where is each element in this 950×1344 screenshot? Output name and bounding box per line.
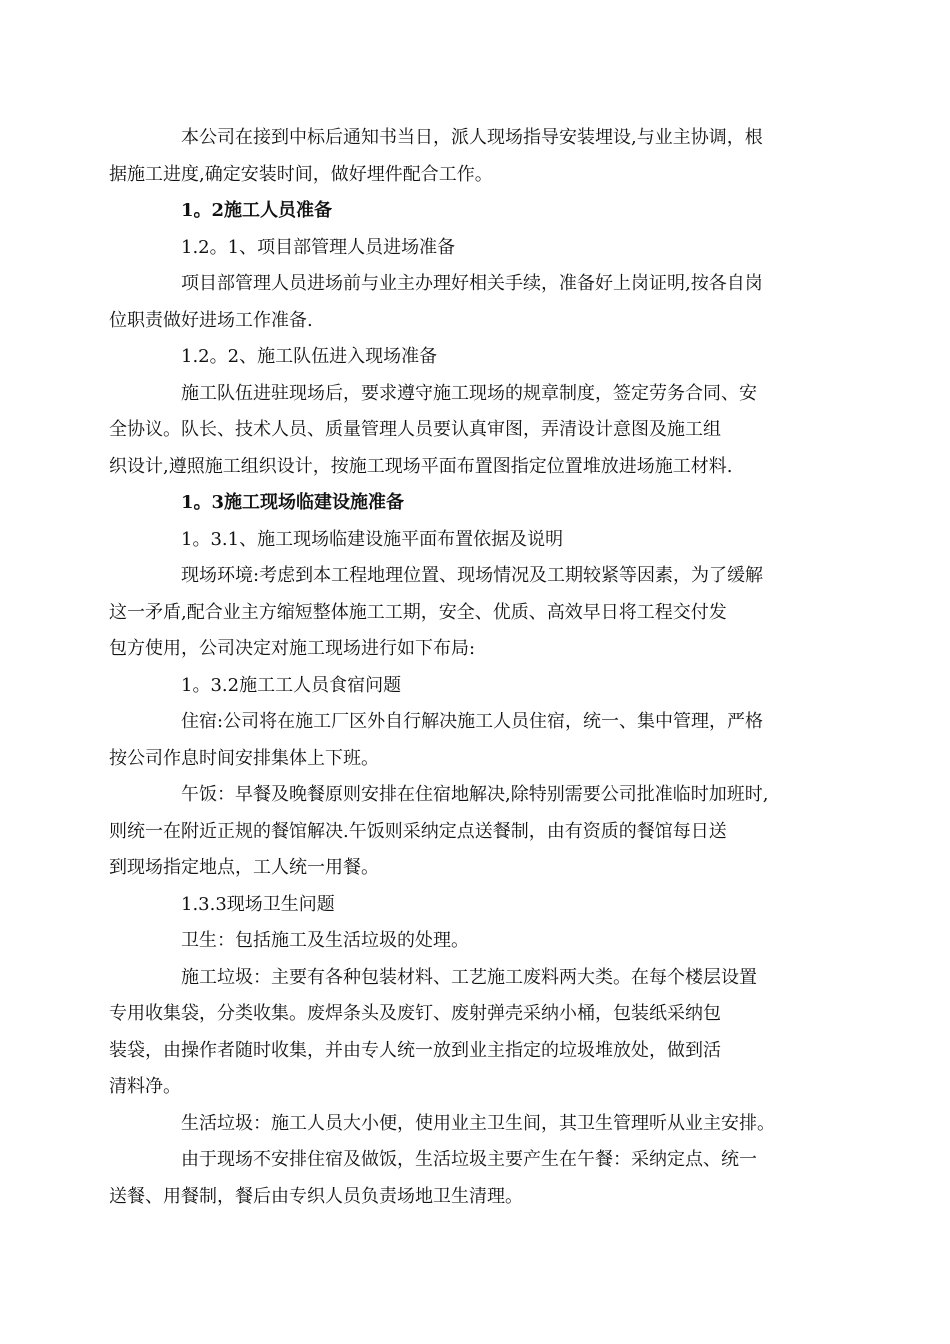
text-line: 清料净。: [109, 1076, 181, 1097]
text-line: 生活垃圾：施工人员大小便，使用业主卫生间，其卫生管理听从业主安排。: [181, 1112, 775, 1134]
paragraph: [109, 704, 813, 777]
text-line: 本公司在接到中标后通知书当日，派人现场指导安装埋设,与业主协调，根: [181, 127, 763, 148]
text-line: 专用收集袋，分类收集。废焊条头及废钉、废射弹壳采纳小桶，包装纸采纳包: [109, 1003, 721, 1024]
subsection-heading: [145, 522, 813, 559]
subsection-heading: [145, 339, 813, 376]
subsection-heading: [145, 887, 813, 924]
text-line: 施工垃圾：主要有各种包装材料、工艺施工废料两大类。在每个楼层设置: [181, 966, 757, 988]
paragraph: [109, 120, 813, 193]
text-line: 这一矛盾,配合业主方缩短整体施工工期，安全、优质、高效早日将工程交付发: [109, 601, 727, 623]
text-line: 住宿:公司将在施工厂区外自行解决施工人员住宿，统一、集中管理，严格: [181, 711, 764, 732]
text-line: 送餐、用餐制，餐后由专织人员负责场地卫生清理。: [109, 1185, 523, 1207]
text-line: 1.2。1、项目部管理人员进场准备: [181, 236, 456, 258]
text-line: 按公司作息时间安排集体上下班。: [109, 747, 379, 769]
subsection-heading: [145, 668, 813, 705]
text-line: 午饭：早餐及晚餐原则安排在住宿地解决,除特别需要公司批准临时加班时,: [181, 784, 769, 805]
text-line: 则统一在附近正规的餐馆解决.午饭则采纳定点送餐制，由有资质的餐馆每日送: [109, 820, 727, 842]
text-line: 现场环境:考虑到本工程地理位置、现场情况及工期较紧等因素，为了缓解: [181, 565, 764, 586]
paragraph: [109, 1142, 813, 1215]
text-line: 由于现场不安排住宿及做饭，生活垃圾主要产生在午餐：采纳定点、统一: [181, 1149, 757, 1170]
text-line: 织设计,遵照施工组织设计，按施工现场平面布置图指定位置堆放进场施工材料.: [109, 455, 733, 477]
heading-text: 1。2施工人员准备: [181, 200, 333, 221]
section-heading: [145, 485, 813, 522]
text-line: 卫生：包括施工及生活垃圾的处理。: [181, 930, 469, 951]
document-body: [109, 120, 813, 1215]
text-line: 1。3.2施工工人员食宿问题: [181, 674, 402, 696]
text-line: 据施工进度,确定安装时间，做好埋件配合工作。: [109, 163, 493, 185]
paragraph: [109, 376, 813, 486]
text-line: 包方使用，公司决定对施工现场进行如下布局:: [109, 638, 476, 659]
text-line: 1。3.1、施工现场临建设施平面布置依据及说明: [181, 528, 564, 550]
paragraph: [145, 923, 813, 960]
text-line: 全协议。队长、技术人员、质量管理人员要认真审图，弄清设计意图及施工组: [109, 419, 721, 440]
paragraph: [145, 1106, 813, 1143]
text-line: 位职责做好进场工作准备.: [109, 309, 313, 331]
paragraph: [109, 777, 813, 887]
heading-text: 1。3施工现场临建设施准备: [181, 492, 405, 513]
text-line: 施工队伍进驻现场后，要求遵守施工现场的规章制度，签定劳务合同、安: [181, 382, 757, 404]
text-line: 1.3.3现场卫生问题: [181, 893, 335, 915]
section-heading: [145, 193, 813, 230]
paragraph: [109, 960, 813, 1106]
text-line: 1.2。2、施工队伍进入现场准备: [181, 346, 438, 367]
paragraph: [109, 558, 813, 668]
text-line: 项目部管理人员进场前与业主办理好相关手续，准备好上岗证明,按各自岗: [181, 273, 763, 294]
paragraph: [109, 266, 813, 339]
subsection-heading: [145, 230, 813, 267]
text-line: 到现场指定地点，工人统一用餐。: [109, 857, 379, 878]
text-line: 装袋，由操作者随时收集，并由专人统一放到业主指定的垃圾堆放处，做到活: [109, 1039, 721, 1061]
